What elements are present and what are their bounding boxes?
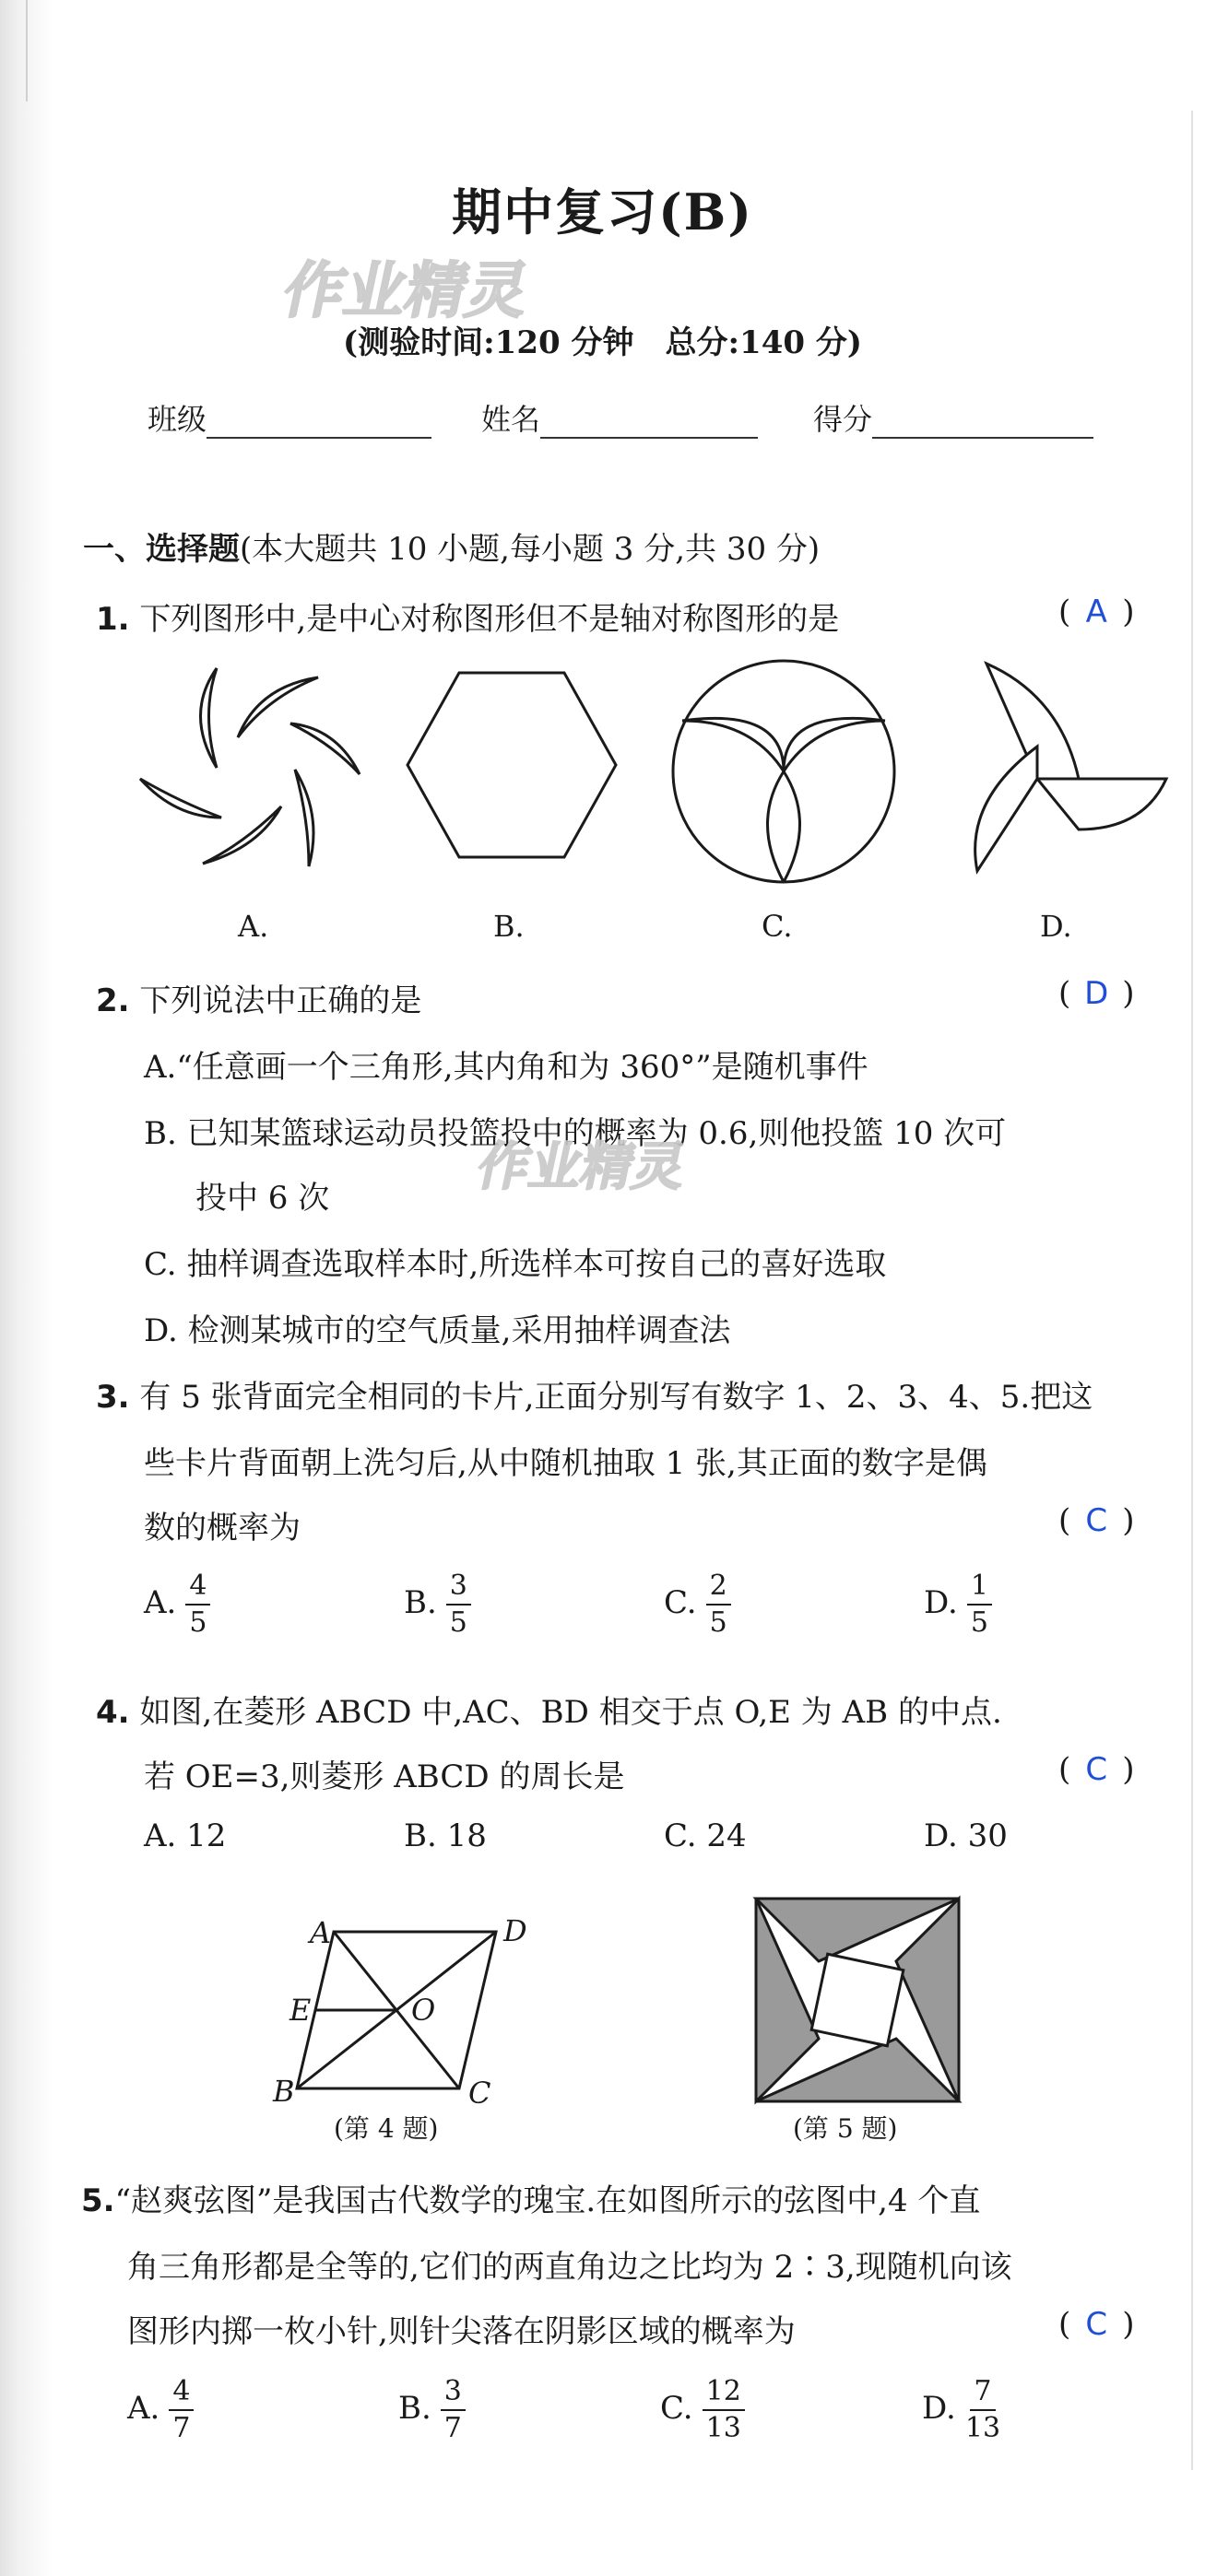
page-right-edge [1191, 111, 1193, 2470]
blade-figure-d [959, 659, 1180, 880]
option-c: C. 24 [664, 1817, 747, 1854]
option-d: D. $\frac{7}{13}$ [922, 2375, 1001, 2444]
binding-line [26, 0, 28, 101]
answer-bracket: ( C ) [1058, 1751, 1135, 1788]
question-text: 如图,在菱形 ABCD 中,AC、BD 相交于点 O,E 为 AB 的中点. [139, 1694, 1002, 1731]
question-number: 3. [96, 1379, 130, 1416]
figure-label: D. [1040, 909, 1072, 944]
question-text: 下列图形中,是中心对称图形但不是轴对称图形的是 [139, 601, 840, 638]
question-2 [96, 975, 421, 1020]
option-b: B. $\frac{3}{5}$ [404, 1572, 471, 1637]
question-text: 图形内掷一枚小针,则针尖落在阴影区域的概率为 [127, 2313, 796, 2350]
pinwheel-figure-a [129, 659, 378, 871]
page-binding-edge [0, 0, 53, 2576]
option-a: A.“任意画一个三角形,其内角和为 360°”是随机事件 [144, 1049, 868, 1086]
section-title: 一、选择题 [83, 531, 240, 568]
fraction: $\frac{12}{13}$ [703, 2378, 745, 2442]
section-heading [83, 523, 820, 569]
answer-bracket: ( C ) [1058, 2306, 1135, 2343]
question-1 [96, 594, 839, 639]
circle-petal-figure-c [668, 656, 899, 887]
question-number: 1. [96, 601, 130, 638]
hexagon-figure-b [406, 668, 618, 862]
question-text: 若 OE=3,则菱形 ABCD 的周长是 [144, 1759, 625, 1795]
field-score: 得分 [813, 396, 1093, 439]
option-b: B. 18 [404, 1817, 487, 1854]
question-text: 角三角形都是全等的,它们的两直角边之比均为 2∶3,现随机向该 [127, 2249, 1012, 2286]
option-a: A. $\frac{4}{5}$ [144, 1572, 210, 1637]
watermark: 作业精灵 [472, 1137, 691, 1197]
fraction: $\frac{4}{7}$ [169, 2378, 194, 2442]
option-a: A. $\frac{4}{7}$ [127, 2378, 194, 2442]
fraction: $\frac{3}{5}$ [446, 1572, 471, 1637]
test-info: (测验时间:120 分钟 总分:140 分) [343, 324, 862, 361]
question-4 [96, 1687, 1002, 1732]
page-title: 期中复习(B) [452, 182, 753, 241]
option-d: D. 检测某城市的空气质量,采用抽样调查法 [144, 1312, 731, 1349]
answer: A [1085, 594, 1107, 630]
question-text: 下列说法中正确的是 [139, 982, 422, 1019]
option-b-cont: 投中 6 次 [195, 1180, 330, 1217]
point-label: D [503, 1913, 527, 1948]
answer-bracket: ( A ) [1058, 594, 1135, 630]
field-class: 班级 [148, 396, 431, 439]
point-label: O [411, 1993, 436, 2028]
fraction: $\frac{1}{5}$ [967, 1572, 992, 1637]
figure-caption: (第 5 题) [793, 2113, 898, 2144]
field-name: 姓名 [481, 396, 758, 439]
answer-bracket: ( D ) [1058, 975, 1135, 1012]
option-d: D. $\frac{1}{5}$ [924, 1572, 992, 1637]
option-a: A. 12 [144, 1817, 227, 1854]
answer: C [1085, 1502, 1108, 1539]
answer: C [1085, 2306, 1108, 2343]
figure-label: C. [762, 909, 793, 944]
question-number: 4. [96, 1694, 130, 1731]
watermark: 作业精灵 [277, 255, 536, 326]
answer-bracket: ( C ) [1058, 1502, 1135, 1539]
zhao-shuang-figure [754, 1897, 961, 2103]
question-5 [81, 2175, 980, 2220]
point-label: C [468, 2076, 491, 2111]
question-text: 有 5 张背面完全相同的卡片,正面分别写有数字 1、2、3、4、5.把这 [139, 1379, 1093, 1416]
answer: C [1085, 1751, 1108, 1788]
fraction: $\frac{7}{13}$ [964, 2375, 1001, 2444]
answer: D [1084, 975, 1109, 1012]
fraction: $\frac{2}{5}$ [706, 1572, 731, 1637]
question-text: “赵爽弦图”是我国古代数学的瑰宝.在如图所示的弦图中,4 个直 [114, 2182, 981, 2219]
point-label: B [273, 2074, 295, 2109]
figure-caption: (第 4 题) [334, 2113, 439, 2144]
section-note: (本大题共 10 小题,每小题 3 分,共 30 分) [240, 531, 821, 568]
option-c: C. $\frac{12}{13}$ [660, 2378, 745, 2442]
figure-label: A. [238, 909, 269, 944]
question-text: 些卡片背面朝上洗匀后,从中随机抽取 1 张,其正面的数字是偶 [144, 1445, 987, 1482]
option-c: C. 抽样调查选取样本时,所选样本可按自己的喜好选取 [144, 1246, 887, 1283]
option-b: B. 已知某篮球运动员投篮投中的概率为 0.6,则他投篮 10 次可 [144, 1115, 1007, 1152]
option-c: C. $\frac{2}{5}$ [664, 1572, 731, 1637]
question-text: 数的概率为 [144, 1510, 301, 1547]
question-number: 5. [81, 2182, 115, 2219]
option-b: B. $\frac{3}{7}$ [398, 2378, 466, 2442]
question-number: 2. [96, 982, 130, 1019]
point-label: A [310, 1915, 332, 1950]
option-d: D. 30 [924, 1817, 1008, 1854]
fraction: $\frac{4}{5}$ [185, 1572, 210, 1637]
fraction: $\frac{3}{7}$ [441, 2378, 466, 2442]
question-3 [96, 1371, 1093, 1417]
figure-label: B. [493, 909, 525, 944]
point-label: E [289, 1993, 312, 2028]
